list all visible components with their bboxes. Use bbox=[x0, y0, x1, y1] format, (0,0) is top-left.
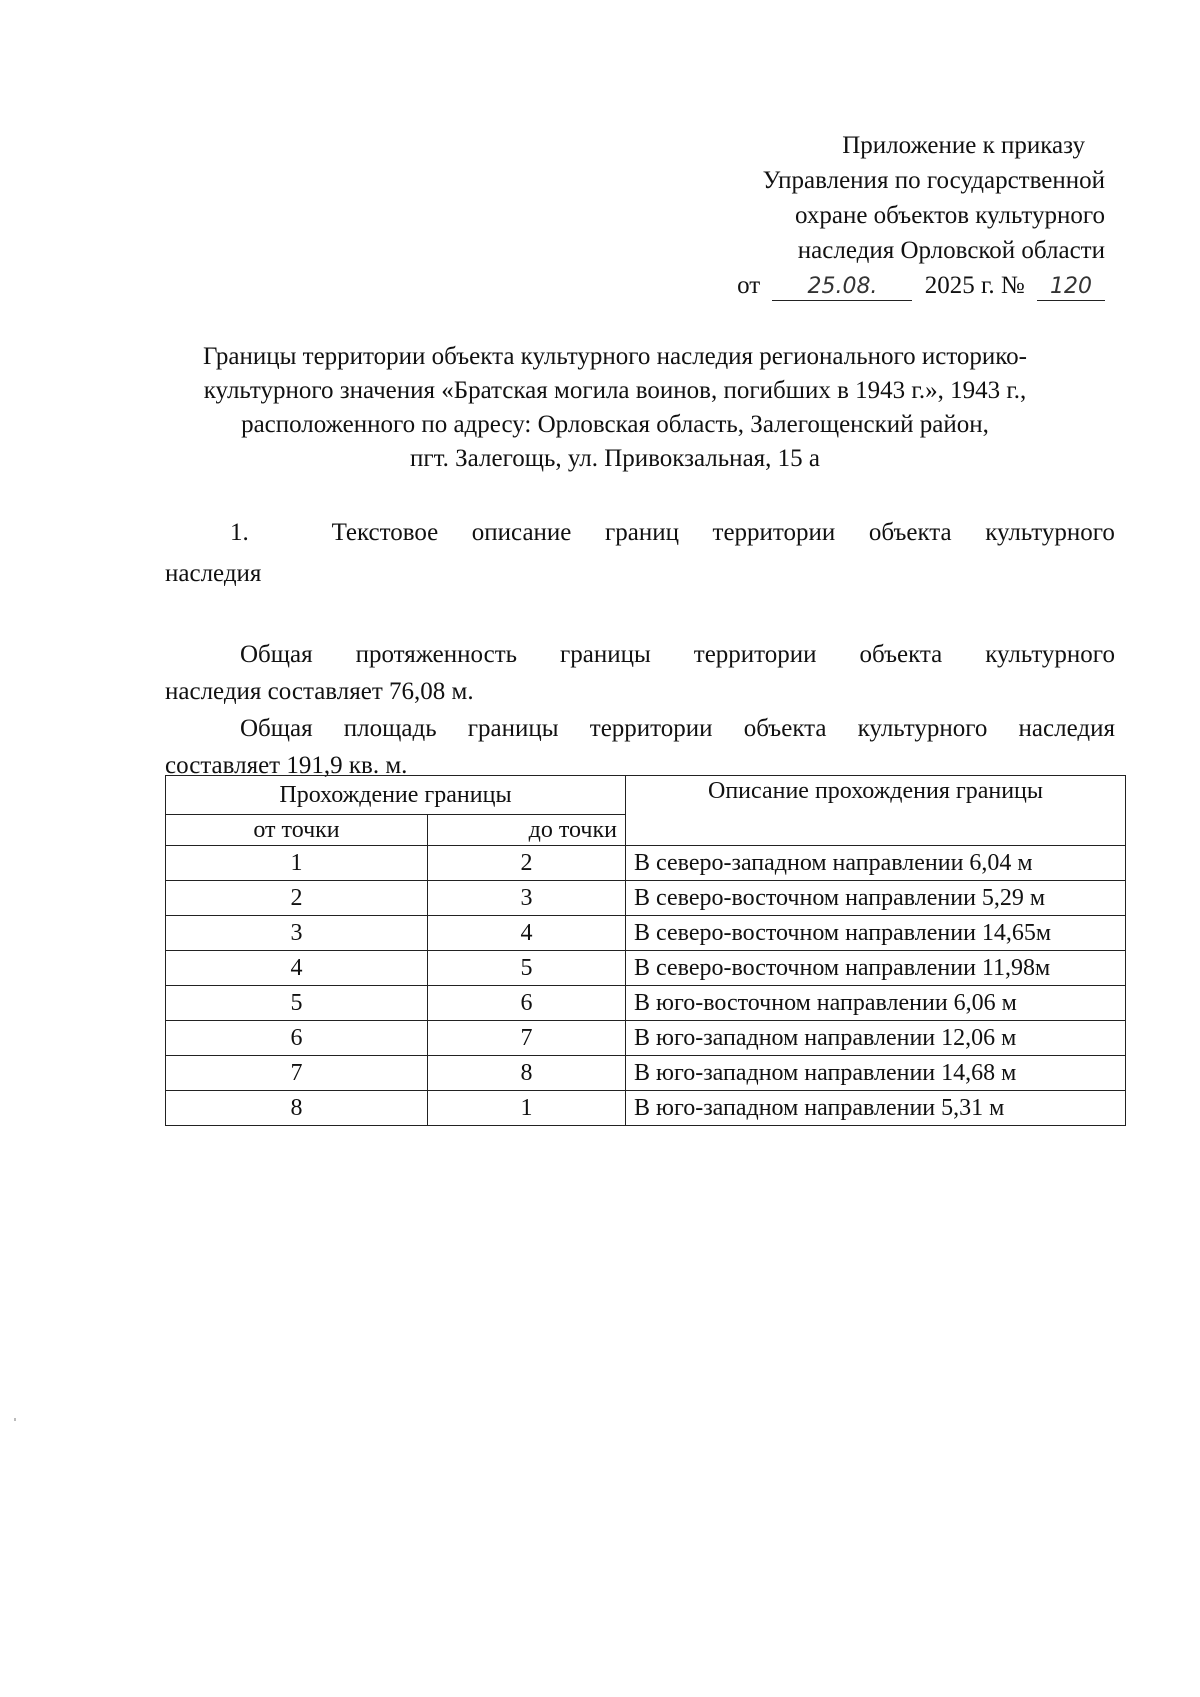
table-row bbox=[166, 916, 1126, 951]
paragraph-word: территории bbox=[693, 641, 817, 668]
from-point-cell: 5 bbox=[166, 986, 428, 1021]
from-point-cell: 6 bbox=[166, 1021, 428, 1056]
section-heading bbox=[165, 512, 1115, 594]
from-point-cell: 1 bbox=[166, 846, 428, 881]
from-point-cell: 2 bbox=[166, 881, 428, 916]
paragraph-word: культурного bbox=[857, 715, 988, 742]
description-cell: В юго-западном направлении 14,68 м bbox=[626, 1056, 1126, 1091]
paragraph-word: границы bbox=[467, 715, 559, 742]
paragraph-word: Общая bbox=[240, 641, 313, 668]
paragraph-word: наследия bbox=[1018, 715, 1115, 742]
date-prefix: от bbox=[737, 272, 761, 299]
paragraph-word: территории bbox=[589, 715, 713, 742]
section-heading-line-2: наследия bbox=[165, 560, 262, 587]
section-word: Текстовое bbox=[331, 519, 439, 546]
header-from-point: от точки bbox=[166, 815, 428, 846]
order-date-line bbox=[685, 268, 1105, 303]
boundary-length-paragraph bbox=[165, 636, 1115, 710]
table-row bbox=[166, 1021, 1126, 1056]
document-title bbox=[150, 340, 1080, 476]
order-number-handwritten: 120 bbox=[1037, 274, 1105, 301]
section-word: культурного bbox=[985, 519, 1115, 546]
scan-speck bbox=[14, 1418, 16, 1421]
table-row bbox=[166, 951, 1126, 986]
area-paragraph bbox=[165, 710, 1115, 784]
boundary-length-line-2: наследия составляет 76,08 м. bbox=[165, 678, 474, 705]
appendix-line-2: Управления по государственной bbox=[762, 167, 1105, 194]
section-word: границ bbox=[604, 519, 679, 546]
to-point-cell: 3 bbox=[428, 881, 626, 916]
appendix-line-4: наследия Орловской области bbox=[797, 237, 1105, 264]
title-line-3: расположенного по адресу: Орловская область, Залегощенский район, bbox=[241, 411, 989, 438]
to-point-cell: 8 bbox=[428, 1056, 626, 1091]
paragraph-word: площадь bbox=[343, 715, 437, 742]
header-to-point: до точки bbox=[428, 815, 626, 846]
paragraph-word: протяженность bbox=[355, 641, 518, 668]
section-word: описание bbox=[471, 519, 572, 546]
paragraph-word: границы bbox=[560, 641, 651, 668]
header-description: Описание прохождения границы bbox=[626, 776, 1126, 846]
paragraph-word: объекта bbox=[859, 641, 943, 668]
to-point-cell: 1 bbox=[428, 1091, 626, 1126]
boundary-table bbox=[165, 775, 1126, 1126]
from-point-cell: 3 bbox=[166, 916, 428, 951]
description-cell: В юго-западном направлении 12,06 м bbox=[626, 1021, 1126, 1056]
description-cell: В юго-западном направлении 5,31 м bbox=[626, 1091, 1126, 1126]
title-line-1: Границы территории объекта культурного наследия регионального историко- bbox=[202, 343, 1028, 370]
order-date-handwritten: 25.08. bbox=[772, 274, 912, 301]
table-row bbox=[166, 986, 1126, 1021]
table-row bbox=[166, 846, 1126, 881]
section-number: 1. bbox=[230, 519, 249, 546]
paragraph-word: Общая bbox=[240, 715, 313, 742]
to-point-cell: 4 bbox=[428, 916, 626, 951]
area-line-2: составляет 191,9 кв. м. bbox=[165, 752, 408, 779]
section-word: объекта bbox=[868, 519, 952, 546]
from-point-cell: 8 bbox=[166, 1091, 428, 1126]
appendix-line-1: Приложение к приказу bbox=[842, 132, 1085, 159]
from-point-cell: 7 bbox=[166, 1056, 428, 1091]
to-point-cell: 2 bbox=[428, 846, 626, 881]
paragraph-word: культурного bbox=[985, 641, 1115, 668]
section-word: территории bbox=[712, 519, 836, 546]
paragraph-word: объекта bbox=[743, 715, 827, 742]
table-row bbox=[166, 1056, 1126, 1091]
table-row bbox=[166, 1091, 1126, 1126]
order-year: 2025 г. № bbox=[924, 272, 1025, 299]
description-cell: В северо-западном направлении 6,04 м bbox=[626, 846, 1126, 881]
description-cell: В северо-восточном направлении 11,98м bbox=[626, 951, 1126, 986]
table-header-row bbox=[166, 776, 1126, 815]
title-line-4: пгт. Залегощь, ул. Привокзальная, 15 а bbox=[409, 445, 821, 472]
appendix-line-3: охране объектов культурного bbox=[794, 202, 1105, 229]
description-cell: В юго-восточном направлении 6,06 м bbox=[626, 986, 1126, 1021]
to-point-cell: 7 bbox=[428, 1021, 626, 1056]
to-point-cell: 6 bbox=[428, 986, 626, 1021]
description-cell: В северо-восточном направлении 14,65м bbox=[626, 916, 1126, 951]
header-boundary-passage: Прохождение границы bbox=[166, 776, 626, 815]
title-line-2: культурного значения «Братская могила воинов, погибших в 1943 г.», 1943 г., bbox=[203, 377, 1027, 404]
from-point-cell: 4 bbox=[166, 951, 428, 986]
appendix-header bbox=[685, 128, 1105, 303]
table-row bbox=[166, 881, 1126, 916]
description-cell: В северо-восточном направлении 5,29 м bbox=[626, 881, 1126, 916]
to-point-cell: 5 bbox=[428, 951, 626, 986]
